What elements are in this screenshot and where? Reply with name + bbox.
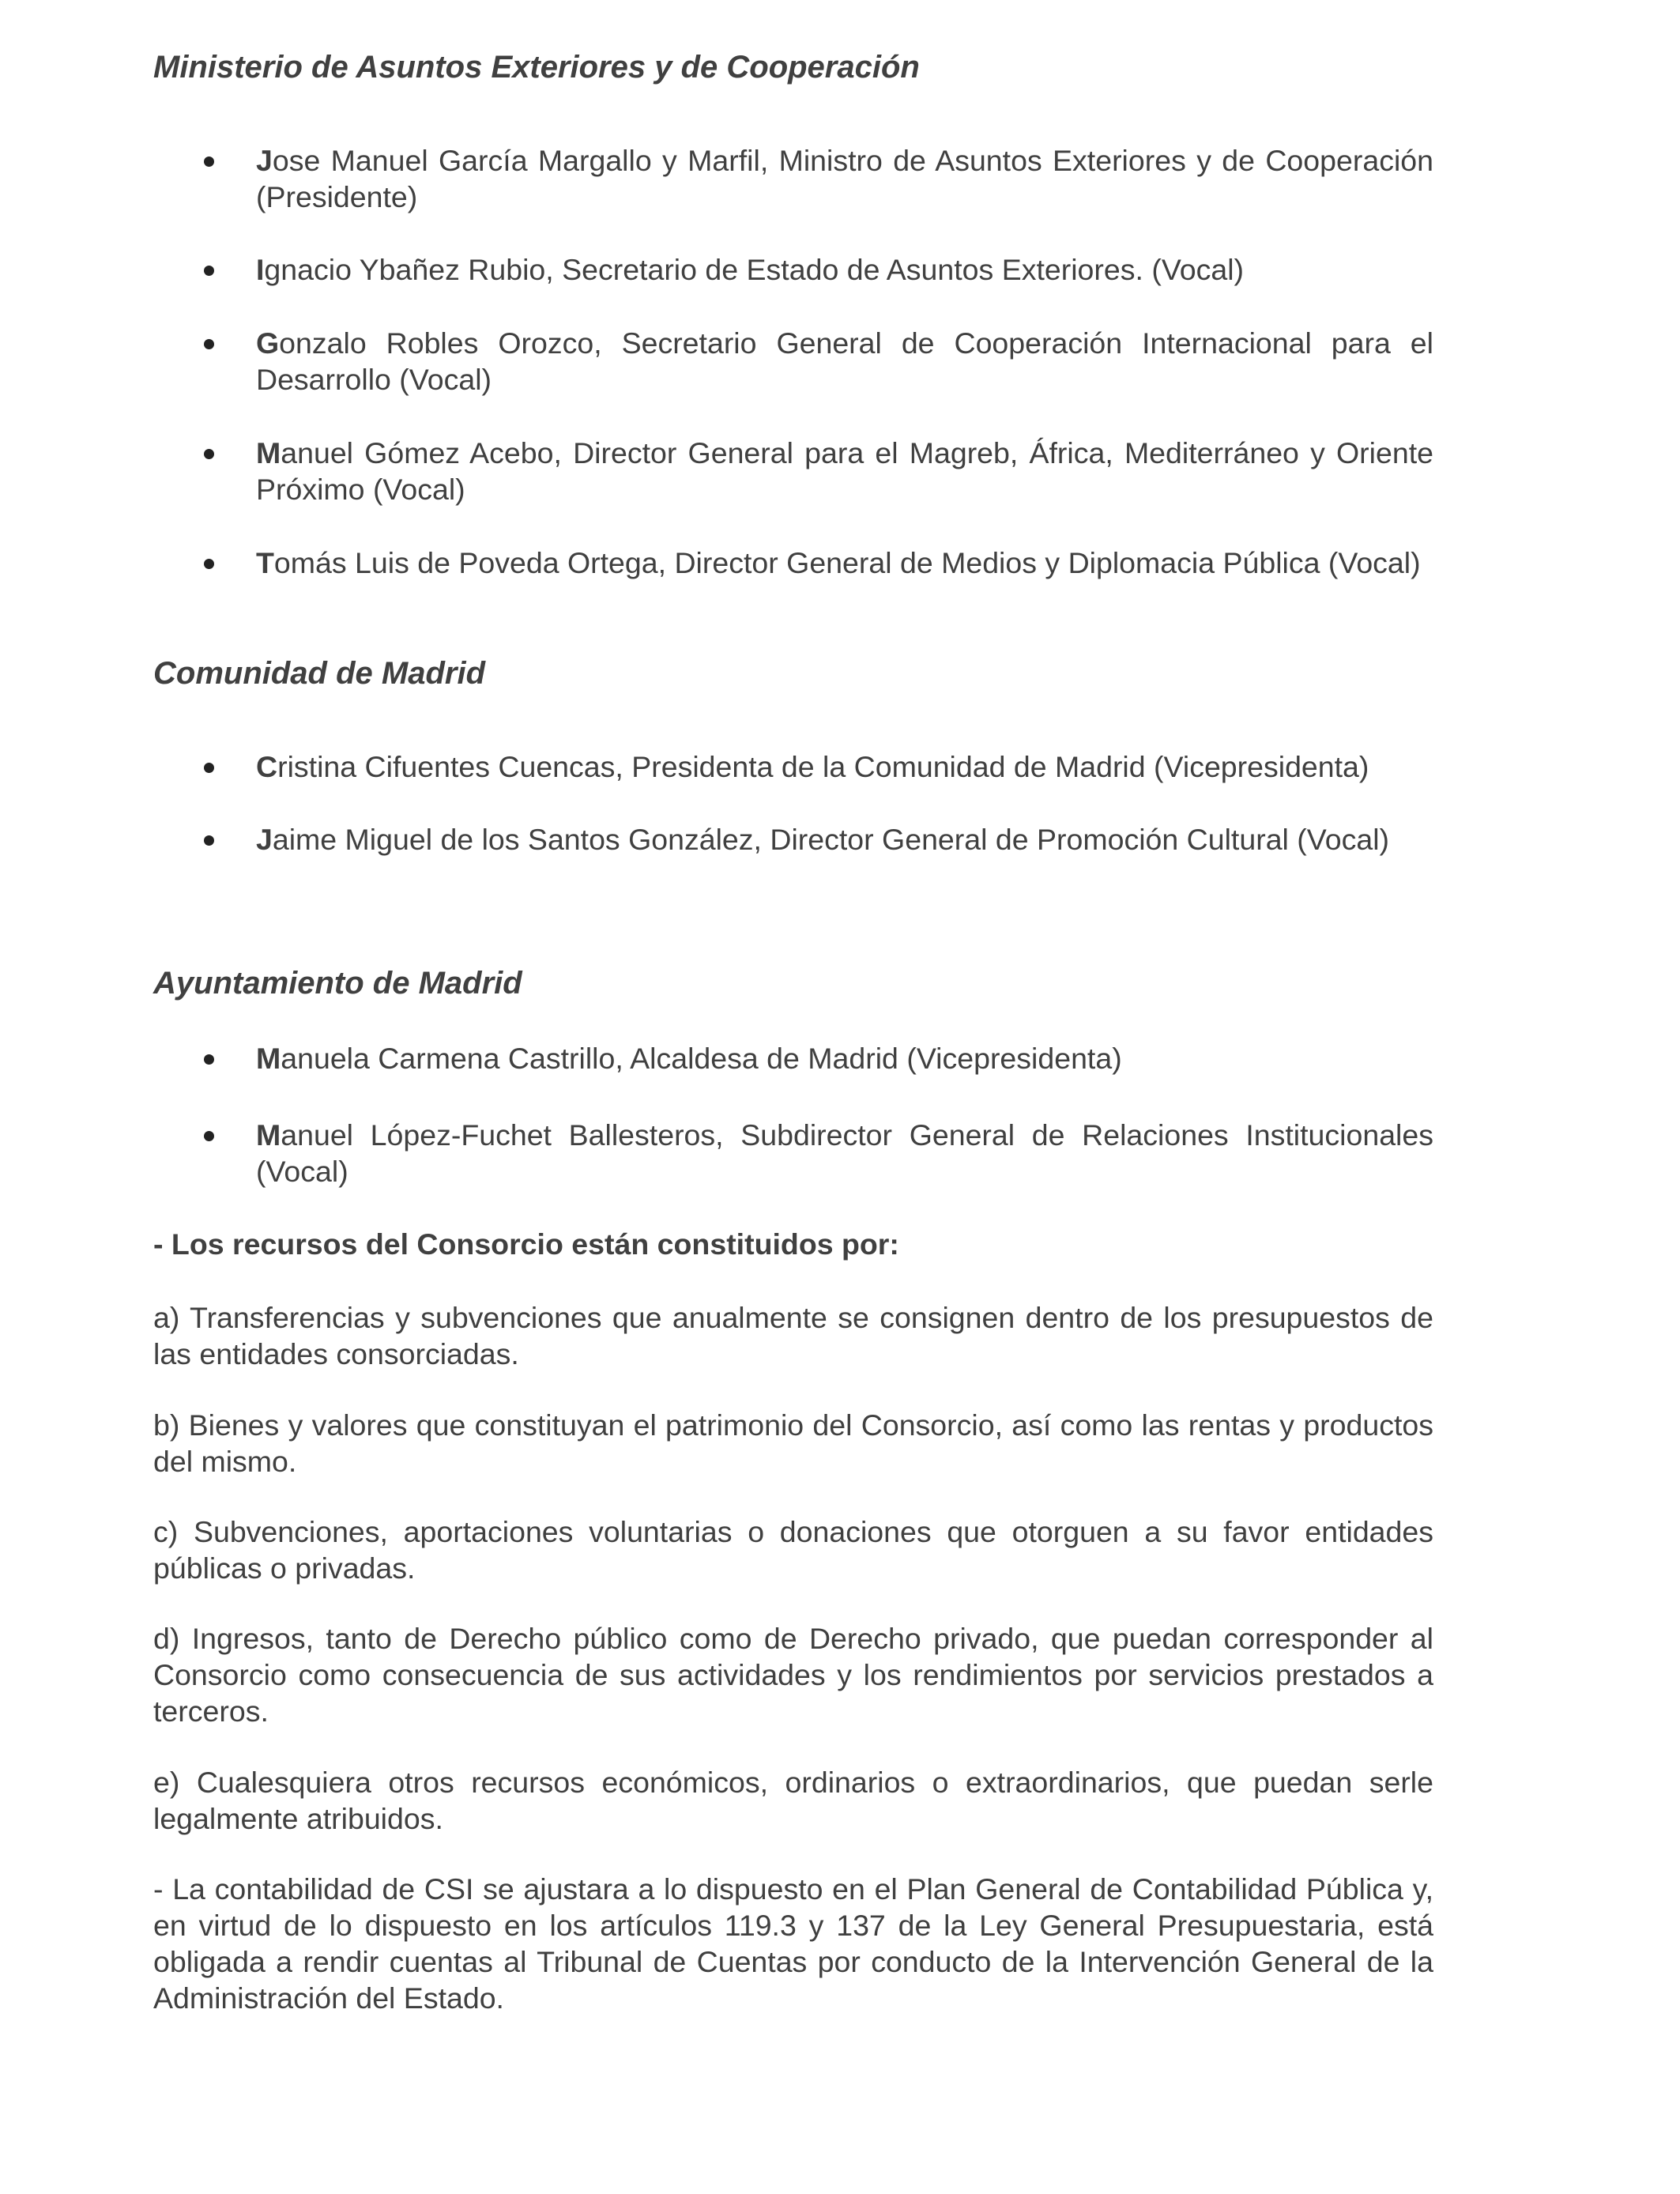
member-text: anuela Carmena Castrillo, Alcaldesa de Madrid (Vicepresidenta) [281,1042,1122,1075]
list-item [153,1040,1433,1076]
member-text: gnacio Ybañez Rubio, Secretario de Estado de Asuntos Exteriores. (Vocal) [264,253,1245,286]
resource-item-a: a) Transferencias y subvenciones que anualmente se consignen dentro de los presupuestos de las entidades consorciadas. [153,1301,1433,1370]
member-initial: J [256,144,273,177]
resource-item-b: b) Bienes y valores que constituyan el patrimonio del Consorcio, así como las rentas y productos del mismo. [153,1408,1433,1478]
resources-title: - Los recursos del Consorcio están constituidos por: [153,1227,899,1261]
resource-item-e: e) Cualesquiera otros recursos económicos, ordinarios o extraordinarios, que puedan serle legalmente atribuidos. [153,1766,1433,1835]
member-initial: C [256,750,278,783]
resource-item-c: c) Subvenciones, aportaciones voluntarias o donaciones que otorguen a su favor entidades públicas o privadas. [153,1515,1433,1585]
member-text: anuel Gómez Acebo, Director General para el Magreb, África, Mediterráneo y Oriente Próximo (Vocal) [256,436,1433,506]
member-text: aime Miguel de los Santos González, Director General de Promoción Cultural (Vocal) [272,823,1390,856]
resource-item-d: d) Ingresos, tanto de Derecho público como de Derecho privado, que puedan corresponder al Consorcio como consecuencia de sus actividades y los rendimientos por servicios prestados a terceros. [153,1622,1433,1728]
list-item [153,821,1433,858]
member-initial: J [256,823,273,856]
member-list-ministerio [153,142,1433,581]
member-list-comunidad [153,748,1433,858]
list-item [153,142,1433,215]
member-initial: I [256,253,265,286]
list-item [153,545,1433,581]
member-text: onzalo Robles Orozco, Secretario General de Cooperación Internacional para el Desarrollo (Vocal) [256,326,1433,396]
member-text: ristina Cifuentes Cuencas, Presidenta de la Comunidad de Madrid (Vicepresidenta) [277,750,1369,783]
member-text: ose Manuel García Margallo y Marfil, Ministro de Asuntos Exteriores y de Cooperación (Presidente) [256,144,1433,213]
member-initial: G [256,326,280,360]
member-initial: M [256,1042,281,1075]
member-text: anuel López-Fuchet Ballesteros, Subdirector General de Relaciones Institucionales (Vocal) [256,1118,1433,1188]
list-item [153,1117,1433,1189]
accounting-paragraph: - La contabilidad de CSI se ajustara a lo dispuesto en el Plan General de Contabilidad Pública y, en virtud de lo dispuesto en los artículos 119.3 y 137 de la Ley General Presupuestaria, está obligada a rendir cuentas al Tribunal de Cuentas por conducto de la Intervención General de la Administración del Estado. [153,1872,1433,2015]
member-initial: M [256,1118,281,1152]
list-item [153,325,1433,398]
section-heading-ministerio: Ministerio de Asuntos Exteriores y de Cooperación [153,50,920,85]
member-list-ayuntamiento [153,1040,1433,1189]
member-initial: M [256,436,281,469]
section-heading-comunidad: Comunidad de Madrid [153,656,485,691]
list-item [153,251,1433,288]
list-item [153,748,1433,785]
member-text: omás Luis de Poveda Ortega, Director General de Medios y Diplomacia Pública (Vocal) [273,546,1421,579]
member-initial: T [256,546,274,579]
list-item [153,435,1433,507]
document-page [153,0,1433,2194]
section-heading-ayuntamiento: Ayuntamiento de Madrid [153,966,522,1001]
